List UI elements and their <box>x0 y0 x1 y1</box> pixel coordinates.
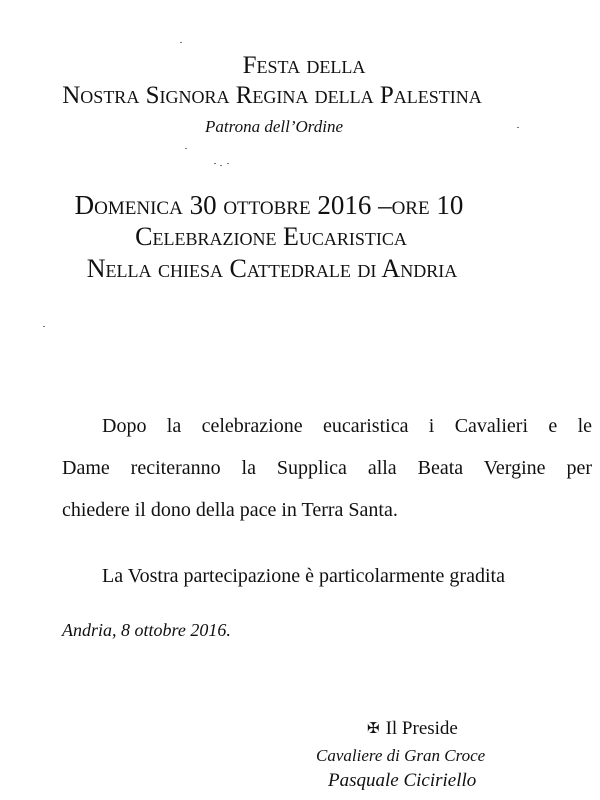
scan-speck <box>185 148 187 149</box>
scan-speck <box>214 163 216 164</box>
place-date: Andria, 8 ottobre 2016. <box>62 620 231 640</box>
jerusalem-cross-icon: ✠ <box>367 721 380 737</box>
event-name-line: Celebrazione Eucaristica <box>135 222 407 251</box>
festa-title-line-1: Festa della <box>242 52 366 79</box>
scan-speck <box>43 326 45 327</box>
scan-speck <box>227 163 229 164</box>
festa-title-line-2: Nostra Signora Regina della Palestina <box>62 82 482 109</box>
event-location-line: Nella chiesa Cattedrale di Andria <box>86 254 458 283</box>
signature-name: Pasquale Ciciriello <box>328 770 477 791</box>
patrona-subtitle: Patrona dell’Ordine <box>204 117 344 136</box>
main-paragraph <box>62 405 592 531</box>
main-paragraph-line-2: Dame reciteranno la Supplica alla Beata Vergine per <box>62 457 592 479</box>
event-date-line: Domenica 30 ottobre 2016 –ore 10 <box>74 190 464 220</box>
signature-title-text: Il Preside <box>385 718 458 739</box>
scan-speck <box>220 165 222 166</box>
signature-rank: Cavaliere di Gran Croce <box>316 746 486 765</box>
scan-speck <box>517 127 519 128</box>
main-paragraph-line-3: chiedere il dono della pace in Terra Santa. <box>62 499 398 521</box>
signature-title <box>367 718 458 740</box>
participation-paragraph: La Vostra partecipazione è particolarmente gradita <box>102 565 505 587</box>
scan-speck <box>180 42 182 43</box>
main-paragraph-line-1: Dopo la celebrazione eucaristica i Cavalieri e le <box>102 415 592 437</box>
